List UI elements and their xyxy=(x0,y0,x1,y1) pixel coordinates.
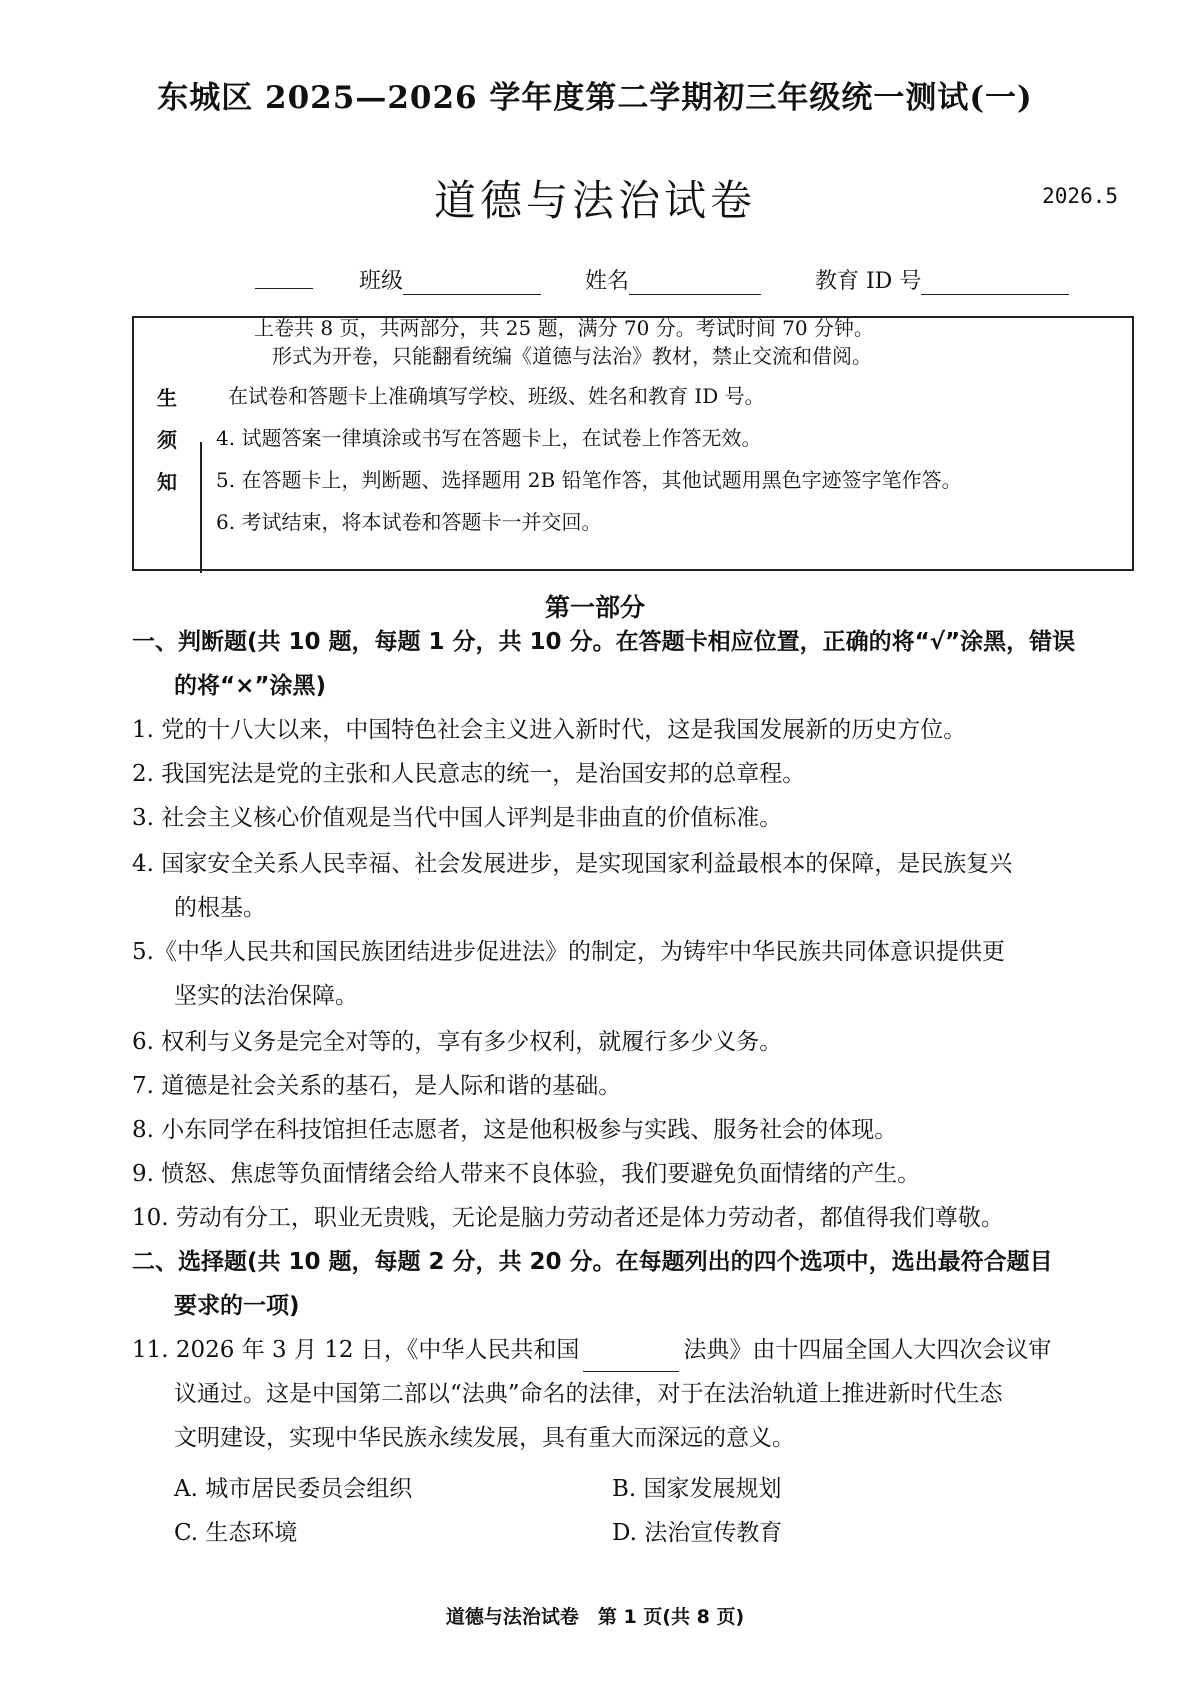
page-footer: 道德与法治试卷 第 1 页(共 8 页) xyxy=(445,1606,745,1628)
id-field[interactable] xyxy=(815,264,1069,295)
section-heading-line: 一、判断题(共 10 题，每题 1 分，共 10 分。在答题卡相应位置，正确的将“√”涂黑，错误 xyxy=(132,629,1076,655)
question-11-blank xyxy=(583,1345,679,1372)
part-heading: 第一部分 xyxy=(544,593,645,622)
question-3: 3. 社会主义核心价值观是当代中国人评判是非曲直的价值标准。 xyxy=(132,805,783,831)
name-field[interactable] xyxy=(585,264,761,295)
question-5-line2: 坚实的法治保障。 xyxy=(174,983,358,1009)
question-10: 10. 劳动有分工，职业无贵贱，无论是脑力劳动者还是体力劳动者，都值得我们尊敬。 xyxy=(132,1205,1004,1231)
section-heading-judgment xyxy=(132,620,1142,708)
question-4-line2: 的根基。 xyxy=(174,895,266,921)
question-4-line1: 4. 国家安全关系人民幸福、社会发展进步，是实现国家利益最根本的保障，是民族复兴 xyxy=(132,851,1013,877)
student-info-row xyxy=(255,264,1145,296)
question-8: 8. 小东同学在科技馆担任志愿者，这是他积极参与实践、服务社会的体现。 xyxy=(132,1117,898,1143)
question-1: 1. 党的十八大以来，中国特色社会主义进入新时代，这是我国发展新的历史方位。 xyxy=(132,717,967,743)
question-11-text: 法典》由十四届全国人大四次会议审 xyxy=(683,1337,1052,1363)
notice-label: 须 xyxy=(157,428,177,452)
class-label: 班级 xyxy=(359,269,404,294)
id-label: 教育 ID 号 xyxy=(815,269,922,294)
question-11-option-a[interactable]: A. 城市居民委员会组织 xyxy=(174,1476,413,1502)
question-11-option-b[interactable]: B. 国家发展规划 xyxy=(612,1476,782,1502)
notice-item: 4. 试题答案一律填涂或书写在答题卡上，在试卷上作答无效。 xyxy=(216,426,762,450)
question-11-line1 xyxy=(132,1328,1142,1372)
section-heading-line: 要求的一项) xyxy=(174,1293,300,1319)
question-5-line1: 5.《中华人民共和国民族团结进步促进法》的制定，为铸牢中华民族共同体意识提供更 xyxy=(132,939,1005,965)
notice-item: 5. 在答题卡上，判断题、选择题用 2B 铅笔作答，其他试题用黑色字迹签字笔作答。 xyxy=(216,468,962,492)
notice-label-column xyxy=(134,318,200,569)
notice-item: 上卷共 8 页，共两部分，共 25 题，满分 70 分。考试时间 70 分钟。 xyxy=(254,316,874,340)
notice-label: 知 xyxy=(157,470,177,494)
notice-label: 生 xyxy=(157,386,177,410)
notice-item: 在试卷和答题卡上准确填写学校、班级、姓名和教育 ID 号。 xyxy=(228,384,765,408)
section-heading-line: 的将“×”涂黑) xyxy=(174,673,327,699)
question-11-option-d[interactable]: D. 法治宣传教育 xyxy=(612,1520,783,1546)
name-blank[interactable] xyxy=(629,270,761,295)
name-label: 姓名 xyxy=(585,269,630,294)
section-heading-line: 二、选择题(共 10 题，每题 2 分，共 20 分。在每题列出的四个选项中，选出最符合题目 xyxy=(132,1249,1053,1275)
question-11-line3: 文明建设，实现中华民族永续发展，具有重大而深远的意义。 xyxy=(174,1425,795,1451)
notice-divider xyxy=(200,442,202,573)
subject-title: 道德与法治试卷 xyxy=(433,176,756,225)
exam-title: 东城区 2025—2026 学年度第二学期初三年级统一测试(一) xyxy=(157,80,1033,116)
notice-item: 6. 考试结束，将本试卷和答题卡一并交回。 xyxy=(216,510,602,534)
question-7: 7. 道德是社会关系的基石，是人际和谐的基础。 xyxy=(132,1073,622,1099)
question-11-text: 11. 2026 年 3 月 12 日，《中华人民共和国 xyxy=(132,1337,580,1363)
question-2: 2. 我国宪法是党的主张和人民意志的统一，是治国安邦的总章程。 xyxy=(132,761,806,787)
question-11-option-c[interactable]: C. 生态环境 xyxy=(174,1520,298,1546)
question-9: 9. 愤怒、焦虑等负面情绪会给人带来不良体验，我们要避免负面情绪的产生。 xyxy=(132,1161,921,1187)
question-11-line2: 议通过。这是中国第二部以“法典”命名的法律，对于在法治轨道上推进新时代生态 xyxy=(174,1381,1003,1407)
id-blank[interactable] xyxy=(921,270,1069,295)
section-heading-choice xyxy=(132,1240,1142,1328)
question-6: 6. 权利与义务是完全对等的，享有多少权利，就履行多少义务。 xyxy=(132,1029,783,1055)
class-blank[interactable] xyxy=(403,270,541,295)
notice-item: 形式为开卷，只能翻看统编《道德与法治》教材，禁止交流和借阅。 xyxy=(272,344,872,368)
exam-date: 2026.5 xyxy=(1042,184,1118,208)
class-field[interactable] xyxy=(359,264,541,295)
school-blank[interactable] xyxy=(255,264,313,289)
notice-box xyxy=(132,316,1134,571)
